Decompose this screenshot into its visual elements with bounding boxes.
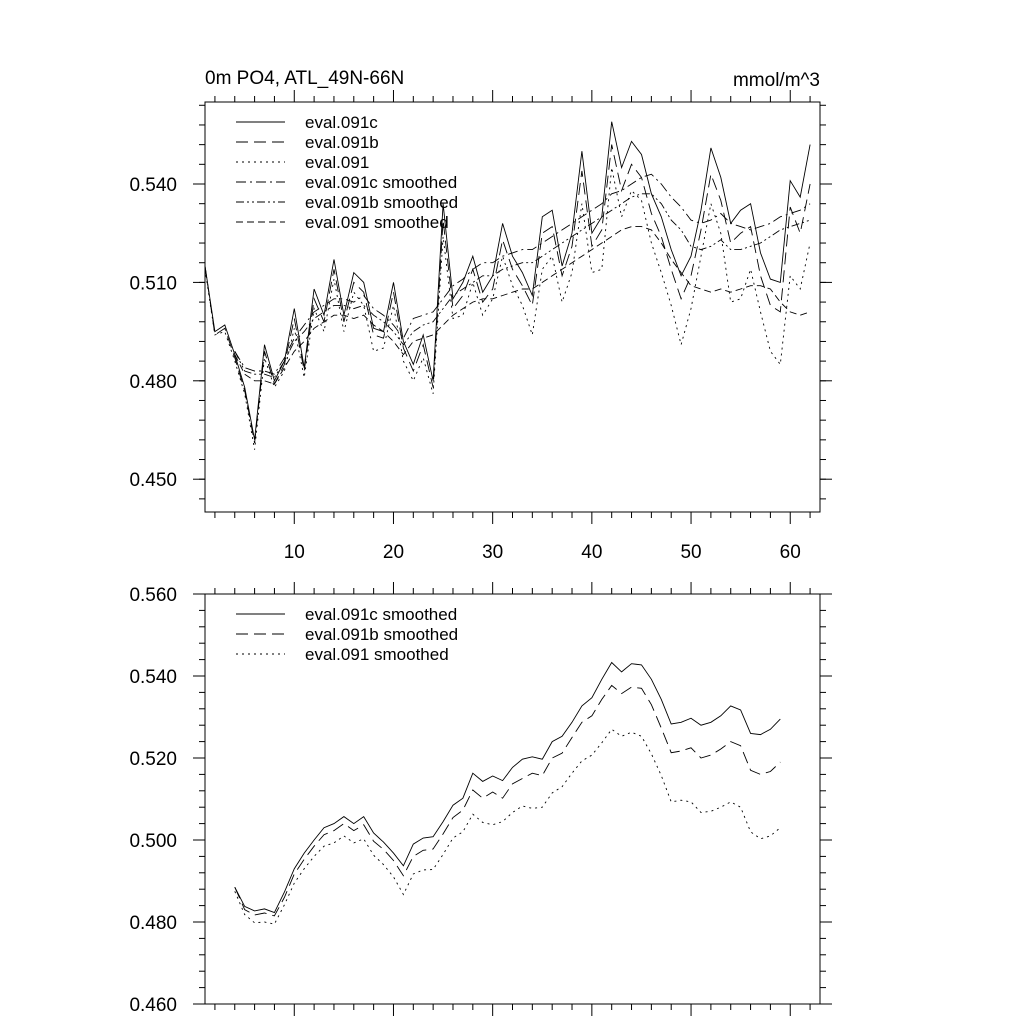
x-tick-label: 40 xyxy=(581,542,603,563)
top-plot-panel xyxy=(129,68,832,563)
legend-label-1: eval.091b smoothed xyxy=(305,625,459,644)
y-tick-label: 0.510 xyxy=(129,273,177,295)
legend-label-0: eval.091c xyxy=(305,113,378,132)
bottom-plot-frame xyxy=(205,594,820,1004)
y-tick-label: 0.520 xyxy=(129,749,177,770)
y-tick-label: 0.460 xyxy=(129,995,177,1016)
series-line-5 xyxy=(235,227,810,385)
legend-label-1: eval.091b xyxy=(305,133,379,152)
series-line-1 xyxy=(235,685,781,916)
series-line-2 xyxy=(205,168,810,450)
x-tick-label: 30 xyxy=(482,542,504,563)
legend-label-4: eval.091b smoothed xyxy=(305,193,459,212)
y-tick-label: 0.480 xyxy=(129,371,177,393)
y-tick-label: 0.540 xyxy=(129,175,177,196)
top-plot-frame xyxy=(205,102,820,512)
legend-label-2: eval.091 smoothed xyxy=(305,645,449,664)
series-line-0 xyxy=(205,122,810,440)
top-plot-units: mmol/m^3 xyxy=(732,70,820,91)
x-tick-label: 50 xyxy=(680,542,702,563)
y-tick-label: 0.480 xyxy=(129,913,177,934)
legend-label-3: eval.091c smoothed xyxy=(305,173,458,192)
y-tick-label: 0.540 xyxy=(129,667,177,688)
y-tick-label: 0.450 xyxy=(129,470,177,492)
bottom-plot-series xyxy=(235,663,781,925)
top-plot-title: 0m PO4, ATL_49N-66N xyxy=(205,68,405,89)
series-line-1 xyxy=(205,145,810,444)
y-tick-label: 0.500 xyxy=(129,831,177,852)
legend-label-2: eval.091 xyxy=(305,153,370,172)
legend-label-0: eval.091c smoothed xyxy=(305,605,458,624)
bottom-plot-ticks xyxy=(129,582,832,1016)
x-tick-label: 20 xyxy=(382,542,405,563)
series-line-2 xyxy=(235,729,781,924)
top-plot-series xyxy=(205,122,810,450)
legend-label-5: eval.091 smoothed xyxy=(305,213,449,232)
x-tick-label: 10 xyxy=(283,542,305,563)
bottom-plot-legend xyxy=(236,605,458,664)
bottom-plot-panel xyxy=(129,582,832,1016)
top-plot-ticks xyxy=(129,90,832,563)
series-line-0 xyxy=(235,663,781,913)
y-tick-label: 0.560 xyxy=(129,585,177,606)
x-tick-label: 60 xyxy=(779,542,801,563)
top-plot-legend xyxy=(236,113,458,232)
